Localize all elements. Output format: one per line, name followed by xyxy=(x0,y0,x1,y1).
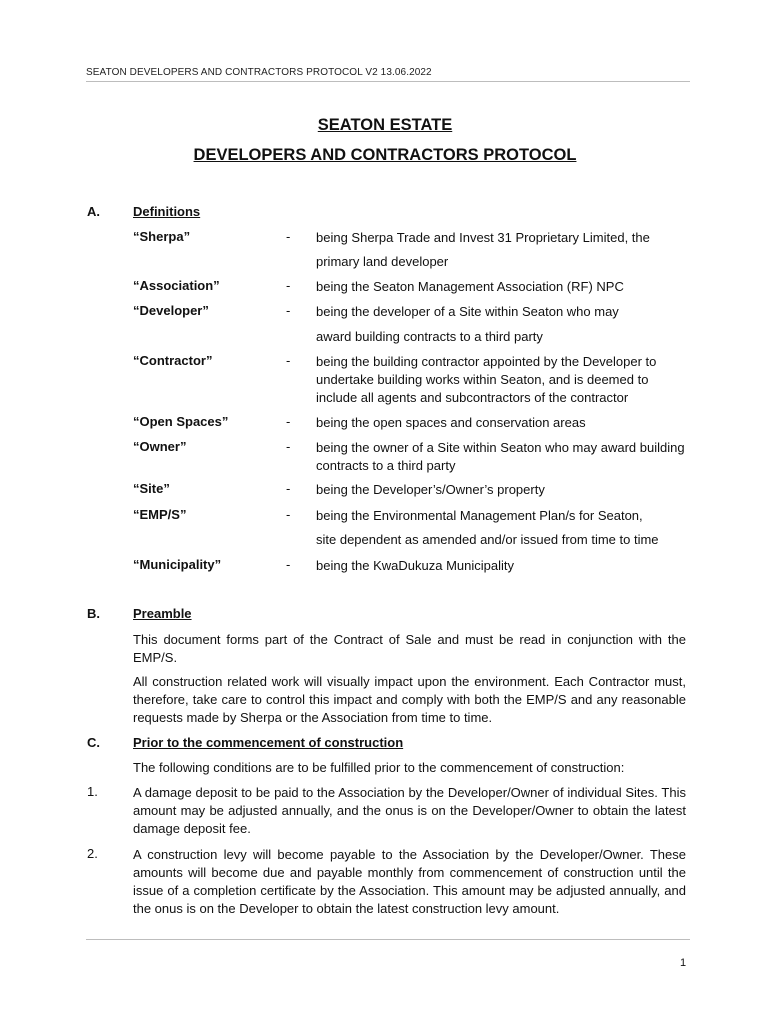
definition-text: being the building contractor appointed by the Developer to undertake building works within Seaton, and is deemed to include all agents and subcontractors of the contractor xyxy=(316,354,657,405)
definition-text: being the Environmental Management Plan/s for Seaton, xyxy=(316,508,643,523)
footer-divider xyxy=(86,939,690,940)
definition-text: being the developer of a Site within Seaton who may xyxy=(316,304,619,319)
definition-text: being the Developer’s/Owner’s property xyxy=(316,482,545,497)
list-number: 1. xyxy=(87,784,98,799)
document-subtitle: DEVELOPERS AND CONTRACTORS PROTOCOL xyxy=(193,146,577,164)
section-c-letter: C. xyxy=(87,735,100,750)
definition-text-continued: site dependent as amended and/or issued from time to time xyxy=(316,532,659,547)
definition-term: “Site” xyxy=(133,481,170,496)
section-a-letter: A. xyxy=(87,204,100,219)
definition-dash: - xyxy=(286,229,291,244)
definition-term: “Municipality” xyxy=(133,557,222,572)
definition-text-continued: award building contracts to a third party xyxy=(316,329,543,344)
definition-dash: - xyxy=(286,278,291,293)
definition-dash: - xyxy=(286,414,291,429)
condition-item: A damage deposit to be paid to the Association by the Developer/Owner of individual Sites. This amount may be adjusted annually, and the onus is on the Developer/Owner to obtain the latest damage deposit fee. xyxy=(133,785,686,836)
preamble-paragraph: All construction related work will visually impact upon the environment. Each Contractor must, therefore, take care to control this impact and comply with both the EMP/S and any reasonable requests made by Sherpa or the Association from time to time. xyxy=(133,674,686,725)
definition-text: being Sherpa Trade and Invest 31 Proprietary Limited, the xyxy=(316,230,650,245)
definition-dash: - xyxy=(286,303,291,318)
definition-term: “Sherpa” xyxy=(133,229,191,244)
preamble-paragraph: This document forms part of the Contract of Sale and must be read in conjunction with the EMP/S. xyxy=(133,632,686,665)
definition-text: being the owner of a Site within Seaton who may award building contracts to a third party xyxy=(316,440,685,473)
page-number: 1 xyxy=(680,957,687,969)
definition-text: being the KwaDukuza Municipality xyxy=(316,558,514,573)
conditions-intro: The following conditions are to be fulfilled prior to the commencement of construction: xyxy=(133,760,625,775)
definition-term: “Developer” xyxy=(133,303,209,318)
definition-dash: - xyxy=(286,439,291,454)
definition-text: being the open spaces and conservation areas xyxy=(316,415,586,430)
definition-term: “Owner” xyxy=(133,439,187,454)
definition-term: “Association” xyxy=(133,278,220,293)
definition-text-continued: primary land developer xyxy=(316,254,449,269)
definition-dash: - xyxy=(286,353,291,368)
definition-dash: - xyxy=(286,557,291,572)
running-header: SEATON DEVELOPERS AND CONTRACTORS PROTOCOL V2 13.06.2022 xyxy=(86,67,690,82)
document-title: SEATON ESTATE xyxy=(317,116,453,134)
definition-text: being the Seaton Management Association (RF) NPC xyxy=(316,279,624,294)
section-c-title: Prior to the commencement of construction xyxy=(133,735,404,750)
definition-term: “Open Spaces” xyxy=(133,414,229,429)
definition-dash: - xyxy=(286,507,291,522)
list-number: 2. xyxy=(87,846,98,861)
section-a-title: Definitions xyxy=(133,204,201,219)
definition-term: “EMP/S” xyxy=(133,507,187,522)
definition-dash: - xyxy=(286,481,291,496)
definition-term: “Contractor” xyxy=(133,353,213,368)
condition-item: A construction levy will become payable to the Association by the Developer/Owner. These amounts will become due and payable monthly from commencement of construction until the issue of a completion certificate by the Association. This amount may be adjusted annually, and the onus is on the Developer to obtain the latest construction levy amount. xyxy=(133,847,686,916)
section-b-title: Preamble xyxy=(133,606,192,621)
section-b-letter: B. xyxy=(87,606,100,621)
